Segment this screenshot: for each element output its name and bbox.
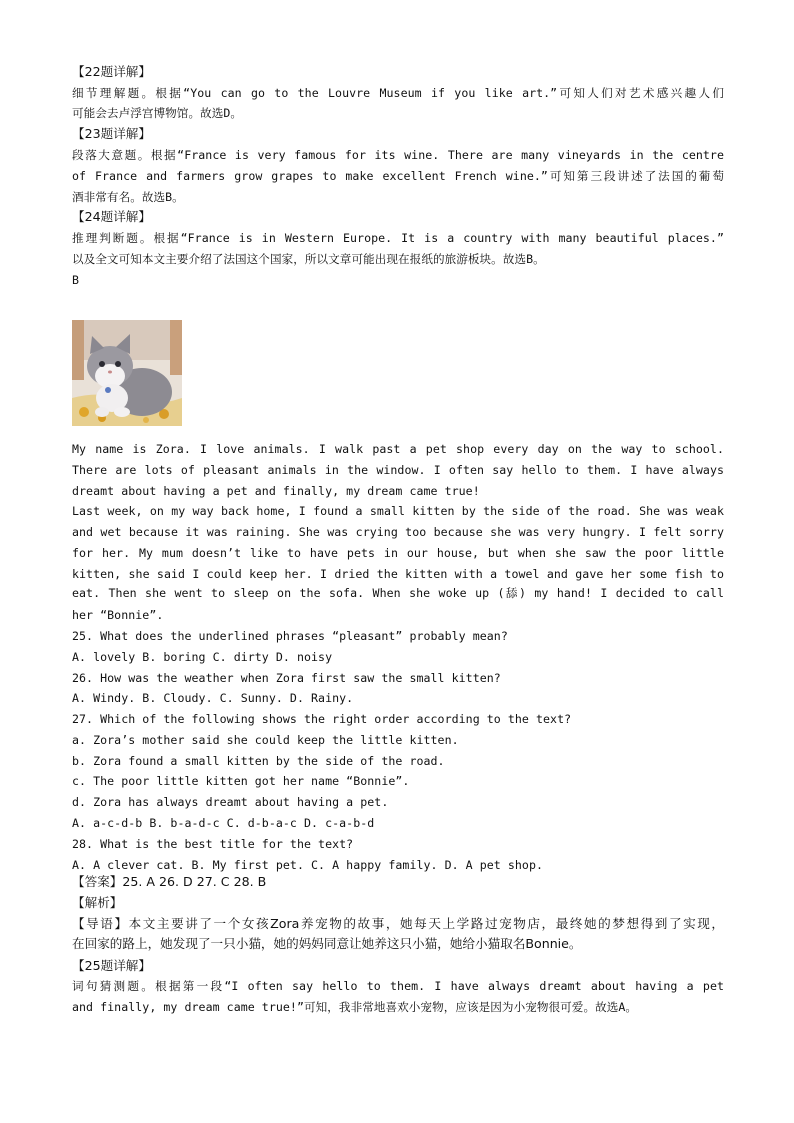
passage-line: dreamt about having a pet and finally, my dream came true! [72, 484, 480, 498]
options-28: A. A clever cat. B. My first pet. C. A happy family. D. A pet shop. [72, 858, 544, 872]
options-27: A. a-c-d-b B. b-a-d-c C. d-b-a-c D. c-a-b-d [72, 816, 375, 830]
paragraph-line: 以及全文可知本文主要介绍了法国这个国家，所以文章可能出现在报纸的旅游板块。故选B。 [72, 252, 545, 266]
paragraph-line: 酒非常有名。故选B。 [72, 190, 184, 204]
passage-line: There are lots of pleasant animals in the window. I often say hello to them. I have always [72, 463, 724, 477]
heading-q25: 【25题详解】 [72, 958, 151, 973]
section-letter: B [72, 273, 80, 287]
intro-line: 【导语】本文主要讲了一个女孩Zora养宠物的故事，她每天上学路过宠物店，最终她的梦想得到了实现， [72, 916, 724, 931]
passage-line: for her. My mum doesn’t like to have pets in our house, but when she saw the poor little [72, 546, 724, 560]
options-26: A. Windy. B. Cloudy. C. Sunny. D. Rainy. [72, 691, 354, 705]
explanation-line: 词句猜测题。根据第一段“I often say hello to them. I have always dreamt about having a pet [72, 979, 724, 993]
paragraph-line: 细节理解题。根据“You can go to the Louvre Museum if you like art.”可知人们对艺术感兴趣人们 [72, 86, 724, 100]
answer-line: 【答案】25. A 26. D 27. C 28. B [72, 874, 267, 889]
passage-line: Last week, on my way back home, I found a small kitten by the side of the road. She was weak [72, 504, 724, 518]
paragraph-line: 可能会去卢浮宫博物馆。故选D。 [72, 106, 243, 120]
paragraph-line: 段落大意题。根据“France is very famous for its wine. There are many vineyards in the centre [72, 148, 724, 162]
statement-c: c. The poor little kitten got her name “Bonnie”. [72, 774, 410, 788]
statement-b: b. Zora found a small kitten by the side of the road. [72, 754, 445, 768]
paragraph-line: 推理判断题。根据“France is in Western Europe. It is a country with many beautiful places.” [72, 231, 724, 245]
heading-q24: 【24题详解】 [72, 209, 151, 224]
heading-q23: 【23题详解】 [72, 126, 151, 141]
heading-q22: 【22题详解】 [72, 64, 151, 79]
question-27: 27. Which of the following shows the right order according to the text? [72, 712, 572, 726]
passage-line: eat. Then she went to sleep on the sofa. When she woke up (舔) my hand! I decided to call [72, 586, 724, 600]
statement-d: d. Zora has always dreamt about having a pet. [72, 795, 389, 809]
intro-line: 在回家的路上，她发现了一只小猫，她的妈妈同意让她养这只小猫，她给小猫取名Bonnie。 [72, 936, 582, 951]
passage-line: kitten, she said I could keep her. I dried the kitten with a towel and gave her some fish to [72, 567, 724, 581]
passage-line: her “Bonnie”. [72, 608, 164, 622]
options-25: A. lovely B. boring C. dirty D. noisy [72, 650, 333, 664]
analysis-heading: 【解析】 [72, 895, 123, 910]
passage-line: and wet because it was raining. She was crying too because she was very hungry. I felt sorry [72, 525, 724, 539]
explanation-line: and finally, my dream came true!”可知，我非常地喜欢小宠物，应该是因为小宠物很可爱。故选A。 [72, 1000, 638, 1014]
paragraph-line: of France and farmers grow grapes to make excellent French wine.”可知第三段讲述了法国的葡萄 [72, 169, 724, 183]
question-26: 26. How was the weather when Zora first saw the small kitten? [72, 671, 501, 685]
question-28: 28. What is the best title for the text? [72, 837, 354, 851]
statement-a: a. Zora’s mother said she could keep the little kitten. [72, 733, 459, 747]
kitten-photo [72, 320, 182, 426]
question-25: 25. What does the underlined phrases “pleasant” probably mean? [72, 629, 508, 643]
passage-line: My name is Zora. I love animals. I walk past a pet shop every day on the way to school. [72, 442, 724, 456]
